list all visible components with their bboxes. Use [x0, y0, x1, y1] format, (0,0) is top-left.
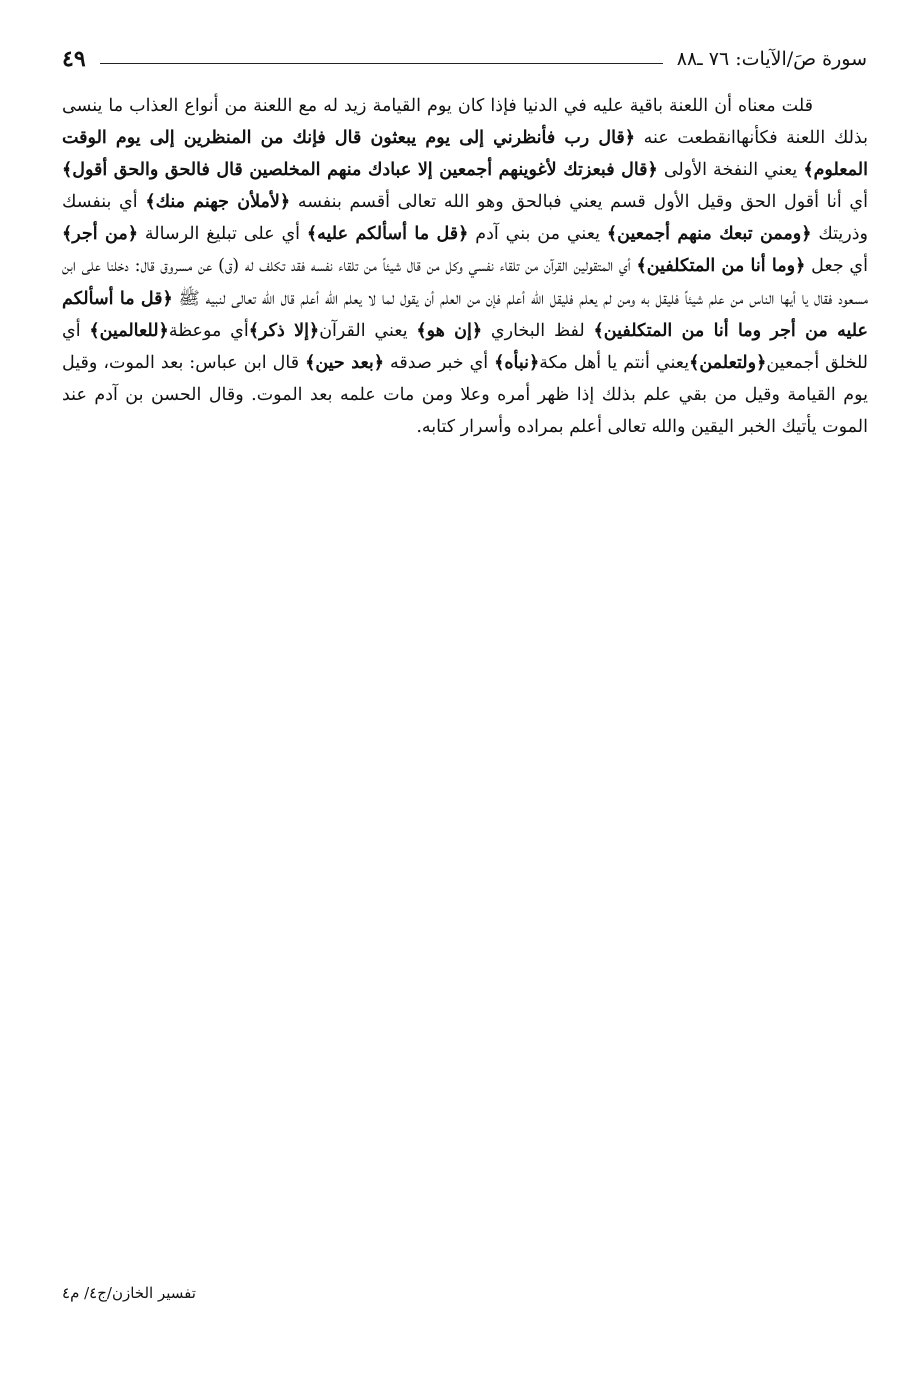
- quran-verse: ﴿للعالمين﴾: [89, 320, 169, 341]
- footer-reference: تفسير الخازن/ج٤/ م٤: [62, 1284, 196, 1302]
- quran-verse: ﴿قال رب فأنظرني إلى يوم يبعثون قال فإنك من المنظرين إلى يوم الوقت المعلوم﴾: [62, 128, 868, 181]
- commentary-text: أي خبر صدقه: [384, 352, 495, 373]
- commentary-text: أي المتقولين القرآن من تلقاء نفسي وكل من قال شيئاً من تلقاء نفسه فقد تكلف له (ق) عن مسروق قال: دخلنا على ابن مسعود فقال يا أيها الناس من علم شيئاً فليقل به ومن لم يعلم فليقل الله أعلم فإن من العلم أن يقول لما لا يعلم الله أعلم قال الله تعالى لنبيه ﷺ: [62, 256, 869, 309]
- commentary-text: قال ابن عباس: بعد الموت، وقيل يوم القيامة وقيل من بقي علم بذلك إذا ظهر أمره وعلا ومن مات علمه بعد الموت. وقال الحسن بن آدم عند الموت يأتيك الخبر اليقين والله تعالى أعلم بمراده وأسرار كتابه.: [62, 352, 868, 437]
- commentary-text: يعني أنتم يا أهل مكة: [539, 352, 690, 373]
- page-number: ٤٩: [62, 46, 86, 72]
- page-footer: [62, 1283, 196, 1302]
- running-title: سورة صَ/الآيات: ٧٦ ـ٨٨: [676, 48, 867, 70]
- commentary-text: لفظ البخاري: [482, 320, 594, 341]
- quran-verse: ﴿نبأه﴾: [494, 352, 540, 373]
- commentary-text: أي جعل: [805, 256, 868, 277]
- commentary-text: يعني من بني آدم: [468, 224, 607, 245]
- commentary-text: يعني النفخة الأولى: [657, 160, 804, 181]
- header-rule: [100, 63, 663, 64]
- commentary-text: يعني القرآن: [319, 320, 417, 341]
- quran-verse: ﴿قل ما أسألكم عليه﴾: [306, 224, 469, 245]
- quran-verse: ﴿ولتعلمن﴾: [689, 352, 767, 373]
- commentary-text: قلت معناه أن اللعنة باقية عليه في الدنيا فإذا كان يوم القيامة زيد له مع اللعنة من أنواع العذاب ما ينسى بذلك اللعنة فكأنهاانقطعت عنه: [62, 96, 868, 149]
- quran-verse: ﴿إلا ذكر﴾: [248, 320, 320, 341]
- quran-verse: ﴿وما أنا من المتكلفين﴾: [636, 256, 806, 277]
- main-text: [62, 90, 868, 443]
- quran-verse: ﴿بعد حين﴾: [305, 352, 385, 373]
- commentary-text: أي بنفسك وذريتك: [62, 192, 868, 245]
- quran-verse: ﴿لأملأن جهنم منك﴾: [145, 192, 291, 213]
- quran-verse: ﴿قل ما أسألكم عليه من أجر وما أنا من المتكلفين﴾: [62, 288, 868, 341]
- commentary-text: أي للخلق أجمعين: [62, 320, 868, 373]
- commentary-text: أي على تبليغ الرسالة: [137, 224, 307, 245]
- page-header: [62, 40, 867, 78]
- body-paragraph: [62, 90, 868, 443]
- commentary-text: أي أنا أقول الحق وقيل الأول قسم يعني فبالحق وهو الله تعالى أقسم بنفسه: [290, 192, 868, 213]
- quran-verse: ﴿إن هو﴾: [416, 320, 483, 341]
- commentary-text: أي موعظة: [168, 320, 249, 341]
- quran-verse: ﴿قال فبعزتك لأغوينهم أجمعين إلا عبادك منهم المخلصين قال فالحق والحق أقول﴾: [62, 160, 658, 181]
- quran-verse: ﴿وممن تبعك منهم أجمعين﴾: [606, 224, 812, 245]
- quran-verse: ﴿من أجر﴾: [62, 224, 138, 245]
